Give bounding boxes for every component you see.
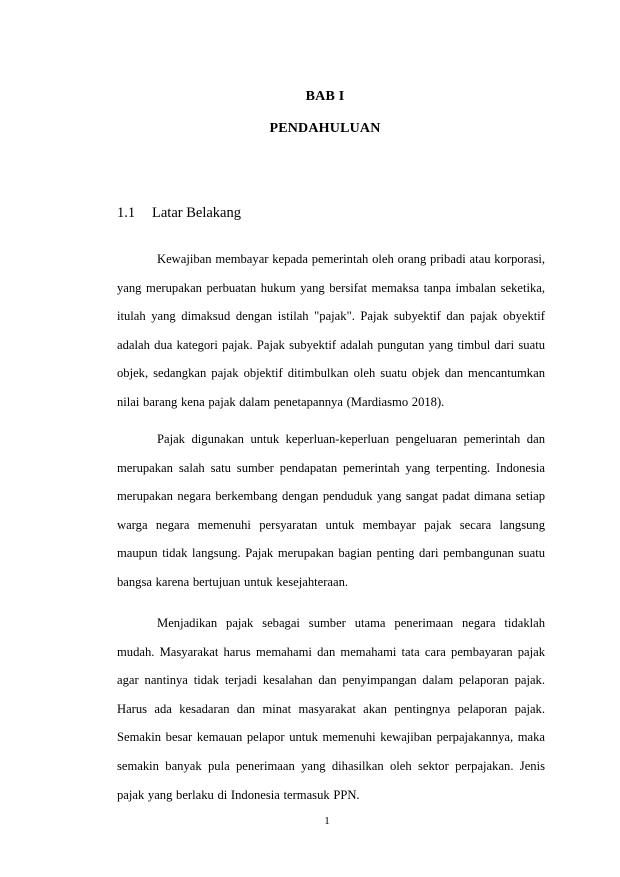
chapter-title: PENDAHULUAN (269, 121, 381, 136)
body-paragraph: Menjadikan pajak sebagai sumber utama penerimaan negara tidaklah mudah. Masyarakat harus memahami dan memahami tata cara pembayaran pajak agar nantinya tidak terjadi kesalahan dan penyimpangan dalam pelaporan pajak. Harus ada kesadaran dan minat masyarakat akan pentingnya pelaporan pajak. Semakin besar kemauan pelapor untuk memenuhi kewajiban perpajakannya, maka semakin banyak pula penerimaan yang dihasilkan oleh sektor perpajakan. Jenis pajak yang berlaku di Indonesia termasuk PPN. (117, 616, 545, 802)
chapter-number: BAB I (305, 89, 345, 104)
body-paragraph: Pajak digunakan untuk keperluan-keperluan pengeluaran pemerintah dan merupakan salah satu sumber pendapatan pemerintah yang terpenting. Indonesia merupakan negara berkembang dengan penduduk yang sangat padat dimana setiap warga negara memenuhi persyaratan untuk membayar pajak secara langsung maupun tidak langsung. Pajak merupakan bagian penting dari pembangunan suatu bangsa karena bertujuan untuk kesejahteraan. (117, 432, 545, 589)
page-number: 1 (324, 815, 330, 827)
section-number: 1.1 (117, 205, 136, 221)
section-title: Latar Belakang (152, 205, 241, 221)
section-heading (117, 205, 241, 222)
body-paragraph: Kewajiban membayar kepada pemerintah oleh orang pribadi atau korporasi, yang merupakan perbuatan hukum yang bersifat memaksa tanpa imbalan seketika, itulah yang dimaksud dengan istilah "pajak". Pajak subyektif dan pajak obyektif adalah dua kategori pajak. Pajak subyektif adalah pungutan yang timbul dari suatu objek, sedangkan pajak objektif ditimbulkan oleh suatu objek dan mencantumkan nilai barang kena pajak dalam penetapannya (Mardiasmo 2018). (117, 252, 545, 409)
